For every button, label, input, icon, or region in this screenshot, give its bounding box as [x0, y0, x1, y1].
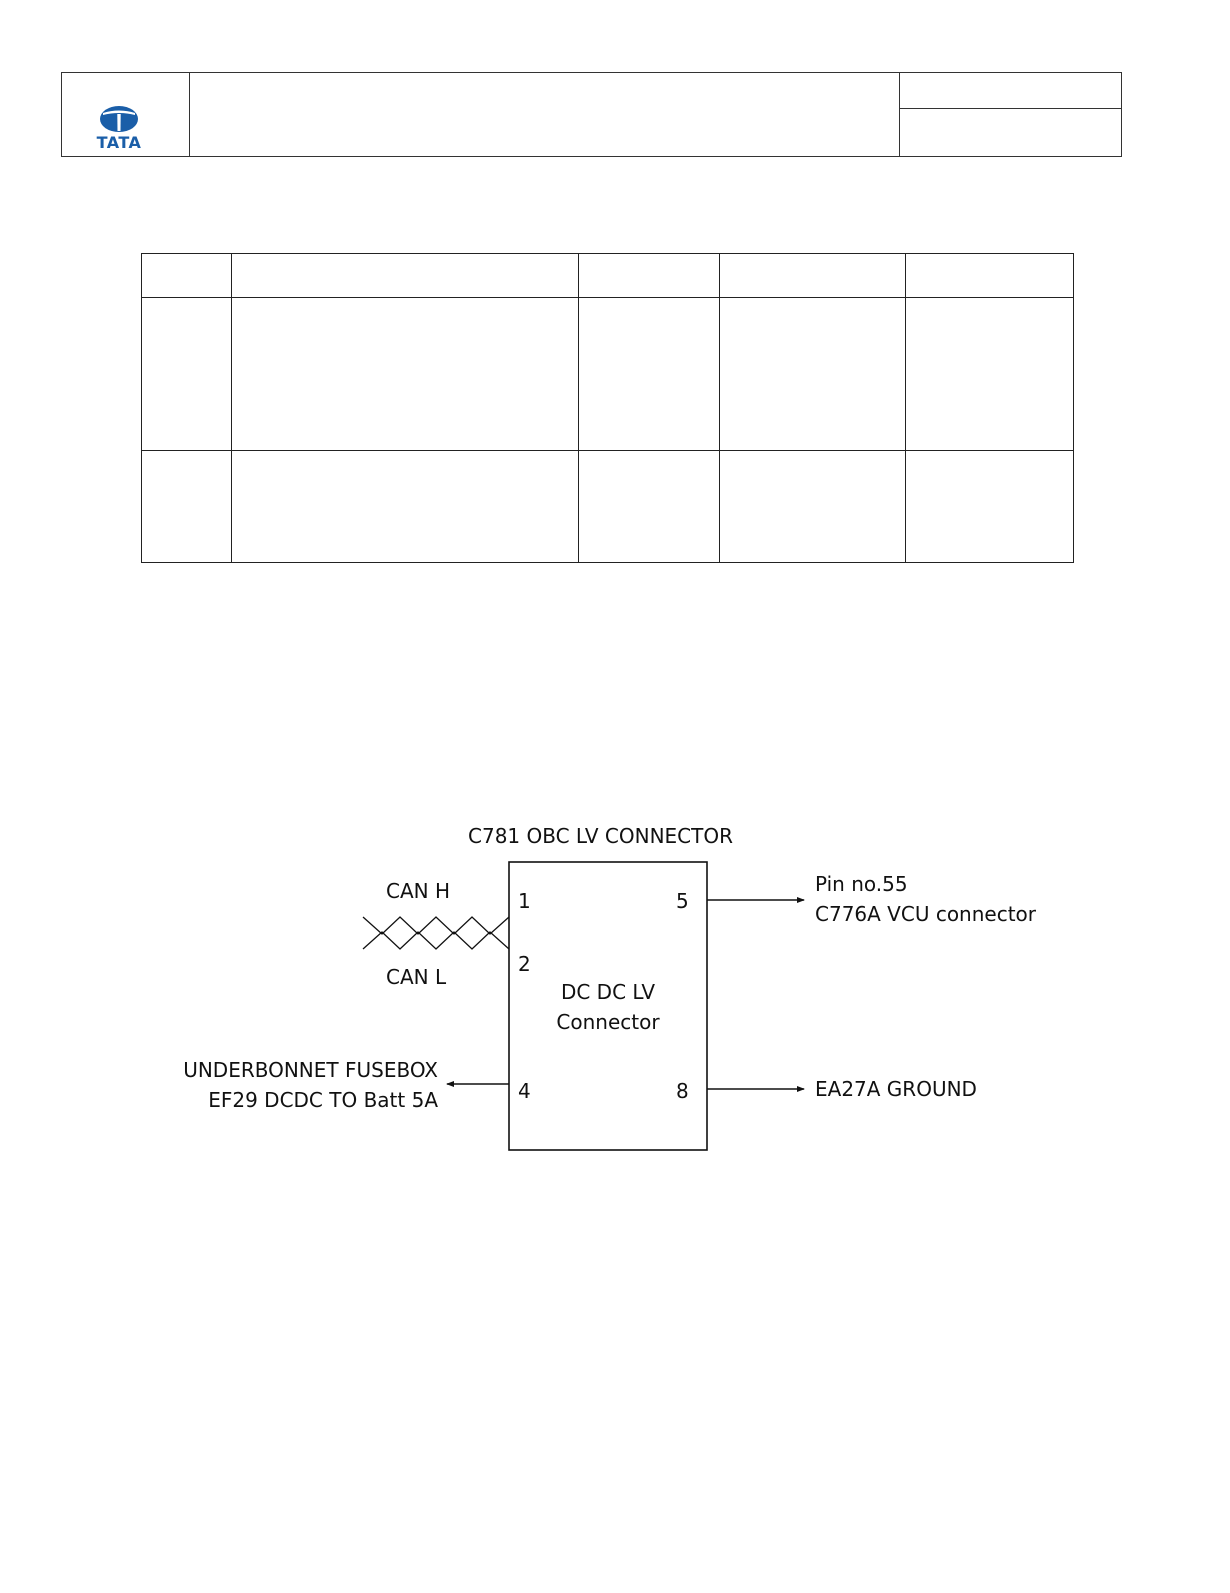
tata-logo-wordmark: TATA — [96, 133, 142, 152]
can-h-label: CAN H — [386, 879, 451, 903]
pin-4-label: 4 — [518, 1079, 531, 1103]
pin4-target-line1: UNDERBONNET FUSEBOX — [183, 1058, 438, 1082]
pin-5-label: 5 — [676, 889, 689, 913]
pin5-target-line2: C776A VCU connector — [815, 902, 1037, 926]
diagram-title: C781 OBC LV CONNECTOR — [468, 824, 733, 848]
pin-2-label: 2 — [518, 952, 531, 976]
pin4-target-line2: EF29 DCDC TO Batt 5A — [208, 1088, 438, 1112]
block-label-line2: Connector — [556, 1010, 660, 1034]
pin-8-label: 8 — [676, 1079, 689, 1103]
can-l-label: CAN L — [386, 965, 447, 989]
block-label-line1: DC DC LV — [560, 980, 656, 1004]
can-twisted-pair — [363, 917, 509, 949]
pin8-target: EA27A GROUND — [815, 1077, 977, 1101]
pin5-target-line1: Pin no.55 — [815, 872, 908, 896]
pin-1-label: 1 — [518, 889, 531, 913]
